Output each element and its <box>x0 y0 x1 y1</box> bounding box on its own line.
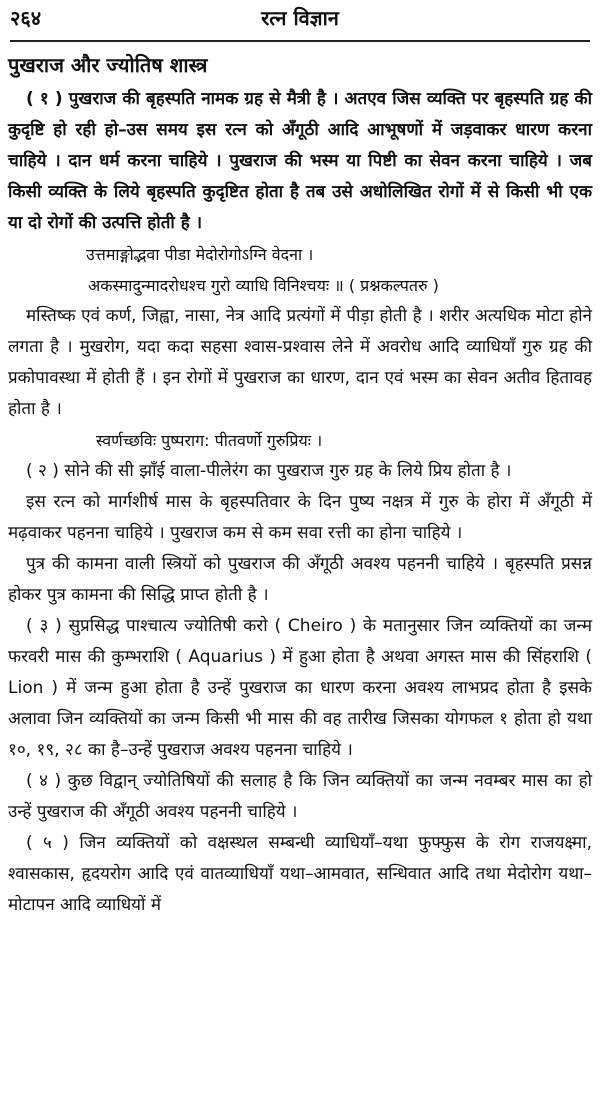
page-number: २६४ <box>10 6 42 30</box>
sanskrit-verse-1: उत्तमाङ्गोद्भवा पीडा मेदोरोगोऽग्नि वेदना । <box>86 245 314 264</box>
sanskrit-verse-3: स्वर्णच्छविः पुष्पराग: पीतवर्णो गुरुप्रियः । <box>96 431 323 450</box>
paragraph-2: मस्तिष्क एवं कर्ण, जिह्वा, नासा, नेत्र आदि प्रत्यंगों में पीड़ा होती है । शरीर अत्यधिक मोटा होने लगता है । मुखरोग, यदा कदा सहसा श्वास-प्रश्वास लेने में अवरोध आदि व्याधियाँ गुरु ग्रह की प्रकोपावस्था में होती हैं । इन रोगों में पुखराज का धारण, दान एवं भस्म का सेवन अतीव हितावह होता है । <box>8 306 592 419</box>
paragraph-1: ( १ ) पुखराज की बृहस्पति नामक ग्रह से मैत्री है । अतएव जिस व्यक्ति पर बृहस्पति ग्रह की कुदृष्टि हो रही हो–उस समय इस रत्न को अँगूठी आदि आभूषणों में जड़वाकर धारण करना चाहिये । दान धर्म करना चाहिये । पुखराज की भस्म या पिष्टी का सेवन करना चाहिये । जब किसी व्यक्ति के लिये बृहस्पति कुदृष्टित होता है तब उसे अधोलिखित रोगों में से किसी भी एक या दो रोगों की उत्पत्ति होती है । <box>8 89 592 233</box>
page-header <box>10 0 590 42</box>
paragraph-8: ( ५ ) जिन व्यक्तियों को वक्षस्थल सम्बन्धी व्याधियाँ–यथा फुफ्फुस के रोग राजयक्ष्मा, श्वासकास, हृदयरोग आदि एवं वातव्याधियाँ यथा–आमवात, सन्धिवात आदि तथा मेदोरोग यथा–मोटापन आदि व्याधियों में <box>8 833 592 915</box>
paragraph-4: इस रत्न को मार्गशीर्ष मास के बृहस्पतिवार के दिन पुष्य नक्षत्र में गुरु के होरा में अँगूठी में मढ़वाकर पहनना चाहिये । पुखराज कम से कम सवा रत्ती का होना चाहिये । <box>8 492 592 543</box>
paragraph-6: ( ३ ) सुप्रसिद्ध पाश्चात्य ज्योतिषी करो ( Cheiro ) के मतानुसार जिन व्यक्तियों का जन्म फरवरी मास की कुम्भराशि ( Aquarius ) में हुआ होता है अथवा अगस्त मास की सिंहराशि ( Lion ) में जन्म हुआ होता है उन्हें पुखराज का धारण करना अवश्य लाभप्रद होता है इसके अलावा जिन व्यक्तियों का जन्म किसी भी मास की वह तारीख जिसका योगफल १ होता हो यथा १०, १९, २८ का है–उन्हें पुखराज अवश्य पहनना चाहिये । <box>8 616 592 760</box>
running-head: रत्न विज्ञान <box>261 6 339 30</box>
sanskrit-verse-2: अकस्मादुन्मादरोधश्च गुरो व्याधि विनिश्चयः ॥ ( प्रश्नकल्पतरु ) <box>88 276 439 295</box>
paragraph-3: ( २ ) सोने की सी झाँई वाला-पीलेरंग का पुखराज गुरु ग्रह के लिये प्रिय होता है । <box>26 461 512 481</box>
paragraph-7: ( ४ ) कुछ विद्वान् ज्योतिषियों की सलाह है कि जिन व्यक्तियों का जन्म नवम्बर मास का हो उन्हें पुखराज की अँगूठी अवश्य पहननी चाहिये । <box>8 771 592 822</box>
section-title: पुखराज और ज्योतिष शास्त्र <box>8 53 208 77</box>
paragraph-5: पुत्र की कामना वाली स्त्रियों को पुखराज की अँगूठी अवश्य पहननी चाहिये । बृहस्पति प्रसन्न होकर पुत्र कामना की सिद्धि प्राप्त होती है । <box>8 554 592 605</box>
